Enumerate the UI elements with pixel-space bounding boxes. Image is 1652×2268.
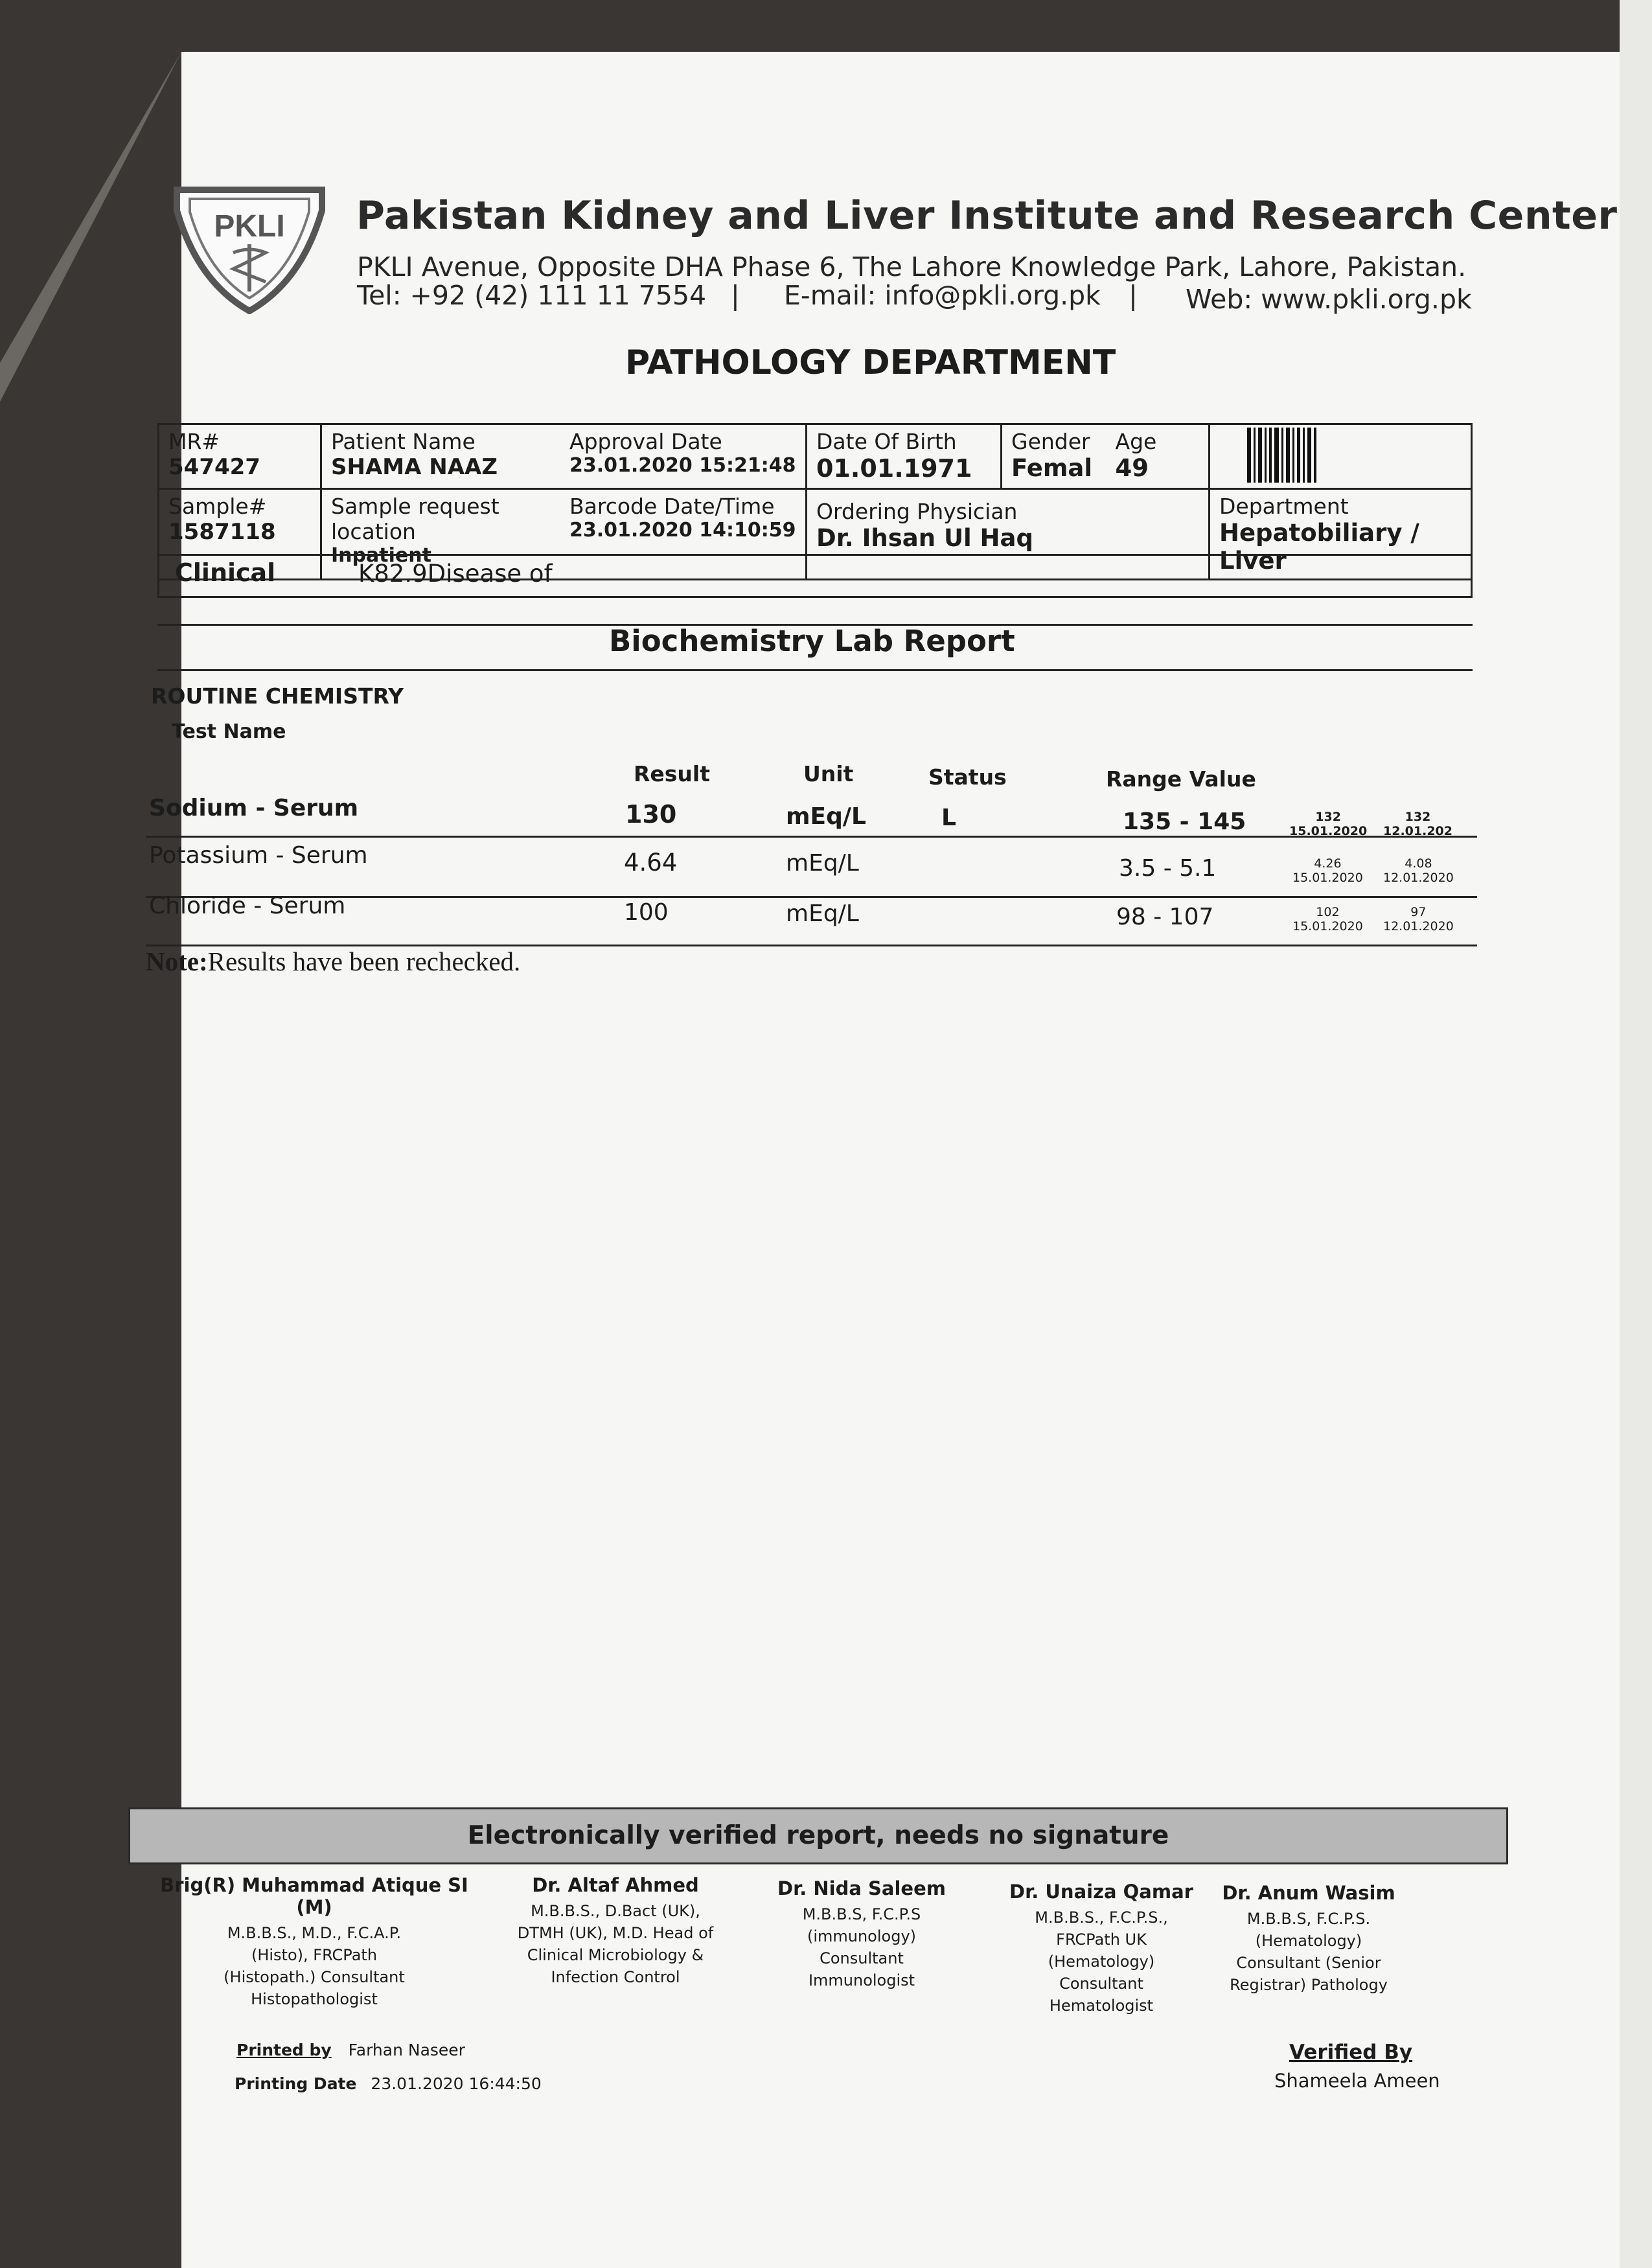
- sample-label: Sample#: [168, 494, 267, 519]
- doctor-credential: M.B.B.S, F.C.P.S.: [1246, 1910, 1371, 1928]
- doctor-credential: FRCPath UK: [1056, 1930, 1147, 1949]
- test-range: 3.5 - 5.1: [1119, 855, 1217, 882]
- dob-value: 01.01.1971: [816, 454, 972, 483]
- doctor-credential: Clinical Microbiology &: [527, 1946, 704, 1964]
- department-value: Hepatobiliary / Liver: [1219, 519, 1419, 575]
- col-test-name: Test Name: [172, 720, 286, 743]
- doctor-credential: Infection Control: [551, 1968, 680, 1986]
- doctor-credential: Consultant (Senior: [1236, 1954, 1381, 1972]
- gender-age-cell: [1002, 424, 1210, 489]
- col-result: Result: [634, 761, 711, 786]
- doctor-credential: M.B.B.S., M.D., F.C.A.P.: [227, 1924, 402, 1942]
- printing-date: [235, 2074, 542, 2093]
- contact-email: E-mail: info@pkli.org.pk: [784, 280, 1101, 311]
- patient-name-cell: [321, 424, 561, 489]
- note-text: Results have been rechecked.: [207, 946, 521, 976]
- previous-date: 12.01.2020: [1383, 871, 1454, 885]
- contact-separator: |: [1129, 280, 1138, 311]
- doctor-signature-block: [1004, 1881, 1199, 2017]
- previous-value: 97: [1410, 905, 1427, 919]
- doctor-credential: M.B.B.S., F.C.P.S.,: [1035, 1908, 1168, 1927]
- previous-value: 4.26: [1314, 856, 1342, 871]
- printed-by-label: Printed by: [236, 2041, 332, 2059]
- barcode-date-value: 23.01.2020 14:10:59: [569, 519, 796, 542]
- test-name: Sodium - Serum: [149, 795, 359, 821]
- col-status: Status: [928, 764, 1007, 790]
- clinical-row: [157, 554, 1473, 598]
- dob-cell: [807, 424, 1002, 489]
- previous-value: 132: [1315, 810, 1341, 824]
- previous-date: 12.01.2020: [1383, 919, 1454, 934]
- report-title: Biochemistry Lab Report: [609, 624, 1015, 658]
- mr-value: 547427: [168, 454, 260, 480]
- doctor-signature-block: [146, 1874, 483, 2010]
- department-title: PATHOLOGY DEPARTMENT: [625, 343, 1116, 382]
- approval-value: 23.01.2020 15:21:48: [569, 454, 796, 477]
- printing-date-label: Printing Date: [235, 2074, 357, 2093]
- age-label: Age: [1115, 429, 1157, 454]
- contact-tel: Tel: +92 (42) 111 11 7554: [357, 280, 707, 311]
- doctor-signature-block: [1211, 1882, 1406, 1996]
- doctor-credential: Immunologist: [808, 1971, 915, 1989]
- location-label: Sample request location: [331, 494, 499, 544]
- doctor-credential: (Hematology): [1255, 1932, 1362, 1950]
- previous-result: [1383, 810, 1452, 838]
- previous-value: 132: [1405, 810, 1431, 824]
- mr-cell: [159, 424, 321, 489]
- approval-cell: [560, 424, 807, 489]
- previous-value: 4.08: [1405, 856, 1432, 871]
- doctor-credential: (Histopath.) Consultant: [224, 1968, 405, 1986]
- institution-name: Pakistan Kidney and Liver Institute and Research Center: [356, 193, 1618, 238]
- barcode-date-label: Barcode Date/Time: [569, 494, 775, 519]
- printed-by: [236, 2041, 465, 2059]
- gender-value: Femal: [1011, 454, 1093, 482]
- pkli-logo: [172, 185, 327, 314]
- printing-date-value: 23.01.2020 16:44:50: [371, 2074, 542, 2093]
- test-unit: mEq/L: [786, 900, 859, 927]
- sample-value: 1587118: [168, 519, 276, 545]
- test-result: 4.64: [624, 849, 678, 876]
- physician-label: Ordering Physician: [816, 499, 1018, 524]
- department-label: Department: [1219, 494, 1349, 519]
- contact-separator: |: [731, 280, 740, 311]
- doctor-signature-block: [505, 1874, 726, 1988]
- col-unit: Unit: [803, 761, 854, 786]
- mr-label: MR#: [168, 429, 220, 454]
- doctor-name: Brig(R) Muhammad Atique SI (M): [160, 1874, 468, 1918]
- contact-web: Web: www.pkli.org.pk: [1186, 284, 1472, 315]
- report-note: [146, 946, 520, 977]
- doctor-credential: M.B.B.S, F.C.P.S: [802, 1905, 921, 1923]
- test-status: L: [941, 805, 956, 831]
- doctor-name: Dr. Anum Wasim: [1222, 1882, 1395, 1904]
- patient-name-label: Patient Name: [331, 429, 476, 454]
- title-rule-bottom: [157, 669, 1473, 671]
- age-value: 49: [1115, 454, 1149, 482]
- previous-result: [1292, 905, 1363, 934]
- verified-by-label: Verified By: [1289, 2041, 1413, 2064]
- approval-label: Approval Date: [569, 429, 722, 454]
- test-result: 100: [624, 899, 669, 926]
- clinical-value: K82.9Disease of: [358, 560, 553, 588]
- printed-by-value: Farhan Naseer: [348, 2041, 465, 2059]
- clinical-label: Clinical: [175, 558, 276, 587]
- previous-date: 15.01.2020: [1292, 919, 1363, 934]
- row-divider: [146, 836, 1477, 838]
- doctor-credential: Histopathologist: [251, 1990, 378, 2008]
- verified-by-value: Shameela Ameen: [1274, 2070, 1440, 2092]
- previous-value: 102: [1316, 905, 1340, 919]
- location-value: Inpatient: [331, 544, 431, 567]
- test-unit: mEq/L: [786, 850, 859, 876]
- previous-result: [1292, 856, 1363, 885]
- doctor-credential: DTMH (UK), M.D. Head of: [517, 1924, 714, 1942]
- doctor-credential: Consultant: [1059, 1975, 1143, 1993]
- doctor-name: Dr. Altaf Ahmed: [532, 1874, 699, 1896]
- col-range: Range Value: [1106, 766, 1256, 792]
- test-range: 98 - 107: [1116, 904, 1214, 930]
- test-result: 130: [625, 800, 677, 829]
- institution-address: PKLI Avenue, Opposite DHA Phase 6, The Lahore Knowledge Park, Lahore, Pakistan.: [357, 251, 1467, 282]
- test-name: Potassium - Serum: [149, 842, 368, 869]
- doctor-credential: Hematologist: [1049, 1997, 1154, 2015]
- previous-result: [1383, 856, 1454, 885]
- barcode-image: [1247, 428, 1317, 483]
- doctor-credential: Consultant: [820, 1949, 904, 1967]
- verification-banner: Electronically verified report, needs no signature: [128, 1807, 1508, 1864]
- previous-result: [1383, 905, 1454, 934]
- doctor-name: Dr. Nida Saleem: [777, 1877, 946, 1899]
- previous-result: [1289, 810, 1367, 838]
- logo-text: PKLI: [214, 209, 285, 244]
- physician-value: Dr. Ihsan Ul Haq: [816, 524, 1033, 552]
- doctor-credential: (Hematology): [1048, 1953, 1155, 1971]
- dob-label: Date Of Birth: [816, 429, 957, 454]
- doctor-credential: M.B.B.S., D.Bact (UK),: [531, 1902, 700, 1920]
- doctor-credential: (Histo), FRCPath: [251, 1946, 378, 1964]
- test-unit: mEq/L: [786, 803, 866, 830]
- section-heading: ROUTINE CHEMISTRY: [151, 683, 404, 709]
- note-label: Note:: [146, 946, 208, 976]
- gender-label: Gender: [1011, 429, 1090, 454]
- previous-date: 15.01.2020: [1289, 824, 1368, 838]
- doctor-name: Dr. Unaiza Qamar: [1009, 1881, 1193, 1903]
- doctor-signature-block: [764, 1877, 959, 1991]
- patient-name-value: SHAMA NAAZ: [331, 454, 498, 480]
- doctor-credential: (immunology): [807, 1927, 917, 1945]
- previous-date: 15.01.2020: [1292, 871, 1363, 885]
- test-range: 135 - 145: [1123, 808, 1246, 835]
- previous-date: 12.01.202: [1383, 824, 1452, 838]
- doctor-credential: Registrar) Pathology: [1230, 1976, 1388, 1994]
- test-name: Chloride - Serum: [149, 893, 346, 919]
